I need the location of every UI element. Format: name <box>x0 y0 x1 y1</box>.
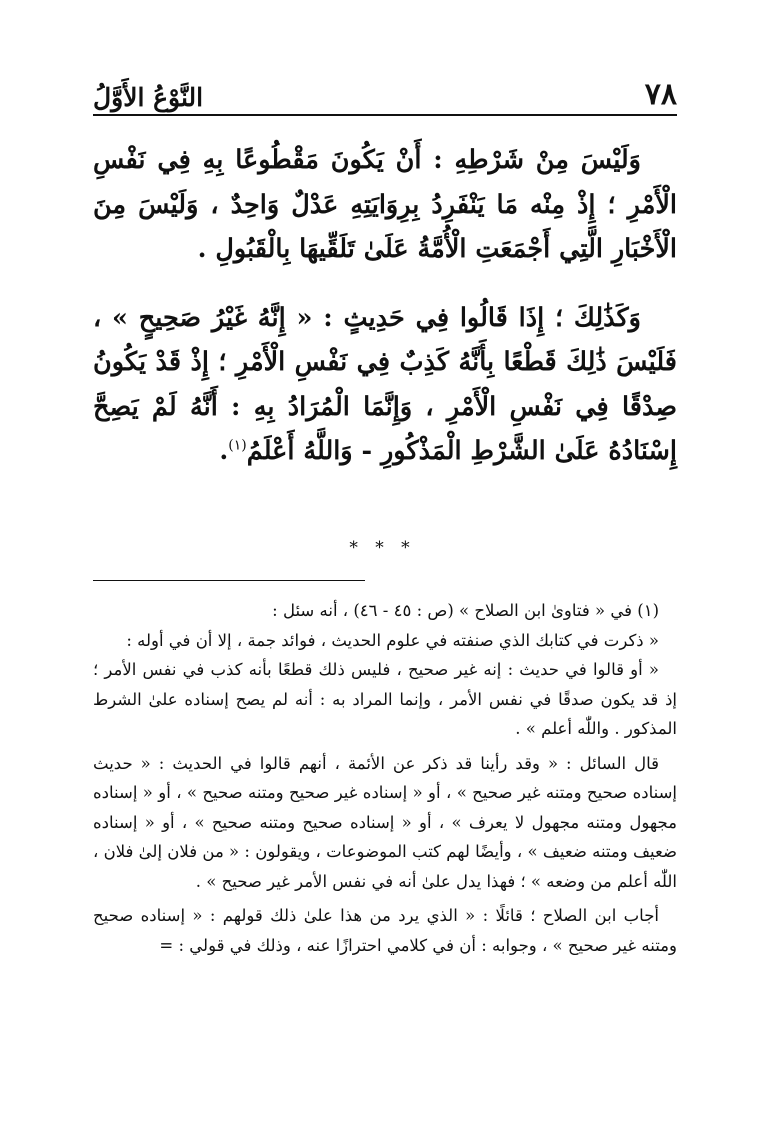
running-title: النَّوْعُ الأَوَّلُ <box>93 83 204 112</box>
page-number: ٧٨ <box>644 77 677 112</box>
main-paragraph-2-end: . <box>219 436 229 466</box>
main-paragraph-2-text: وَكَذَٰلِكَ ؛ إِذَا قَالُوا فِي حَدِيثٍ : « إِنَّهُ غَيْرُ صَحِيحٍ » ، فَلَيْسَ ذَٰلِكَ قَطْعًا بِأَنَّهُ كَذِبٌ فِي نَفْسِ الْأَمْرِ ؛ إِذْ قَدْ يَكُونُ صِدْقًا فِي نَفْسِ الْأَمْرِ ، وَإِنَّمَا الْمُرَادُ بِهِ : أَنَّهُ لَمْ يَصِحَّ إِسْنَادُهُ عَلَىٰ الشَّرْطِ الْمَذْكُورِ - وَاللَّهُ أَعْلَمُ <box>93 302 677 466</box>
footnote-reference: (١) <box>228 437 247 454</box>
footnote-rule <box>93 580 365 581</box>
footnotes <box>93 596 677 960</box>
footnote-question: قال السائل : « وقد رأينا قد ذكر عن الأئمة ، أنهم قالوا في الحديث : « حديث إسناده صحيح ومتنه غير صحيح » ، أو « إسناده غير صحيح ومتنه صحيح » ، أو « إسناده مجهول ومتنه مجهول لا يعرف » ، أو « إسناده صحيح ومتنه صحيح » ، أو « إسناده ضعيف ومتنه ضعيف » ، وأيضًا لهم كتب الموضوعات ، ويقولون : « من فلان إلىٰ فلان ، اللّٰه أعلم من وضعه » ؛ فهذا يدل علىٰ أنه في نفس الأمر غير صحيح » . <box>93 753 677 891</box>
section-separator: * * * <box>349 538 416 558</box>
footnote-line-2: « ذكرت في كتابك الذي صنفته في علوم الحديث ، فوائد جمة ، إلا أن في أوله : <box>126 630 659 650</box>
main-paragraph-1: وَلَيْسَ مِنْ شَرْطِهِ : أَنْ يَكُونَ مَقْطُوعًا بِهِ فِي نَفْسِ الْأَمْرِ ؛ إِذْ مِنْه مَا يَنْفَرِدُ بِرِوَايَتِهِ عَدْلٌ وَاحِدٌ ، وَلَيْسَ مِنَ الْأَخْبَارِ الَّتِي أَجْمَعَتِ الْأُمَّةُ عَلَىٰ تَلَقِّيهَا بِالْقَبُولِ . <box>93 145 677 264</box>
footnote-answer: أجاب ابن الصلاح ؛ قائلًا : « الذي يرد من هذا علىٰ ذلك قولهم : « إسناده صحيح ومتنه غير صحيح » ، وجوابه : أن في كلامي احترازًا عنه ، وذلك في قولي : = <box>93 906 677 955</box>
page-header <box>93 70 677 110</box>
header-rule <box>93 114 677 116</box>
main-paragraph-2 <box>93 296 677 474</box>
main-text <box>93 138 677 474</box>
footnote-line-1: (١) في « فتاوىٰ ابن الصلاح » (ص : ٤٥ - ٤٦) ، أنه سئل : <box>272 601 659 620</box>
footnote-quote: « أو قالوا في حديث : إنه غير صحيح ، فليس ذلك قطعًا بأنه كذب في نفس الأمر ؛ إذ قد يكون صدقًا في نفس الأمر ، وإنما المراد به : أنه لم يصح إسناده علىٰ الشرط المذكور . واللّٰه أعلم » . <box>93 660 677 738</box>
